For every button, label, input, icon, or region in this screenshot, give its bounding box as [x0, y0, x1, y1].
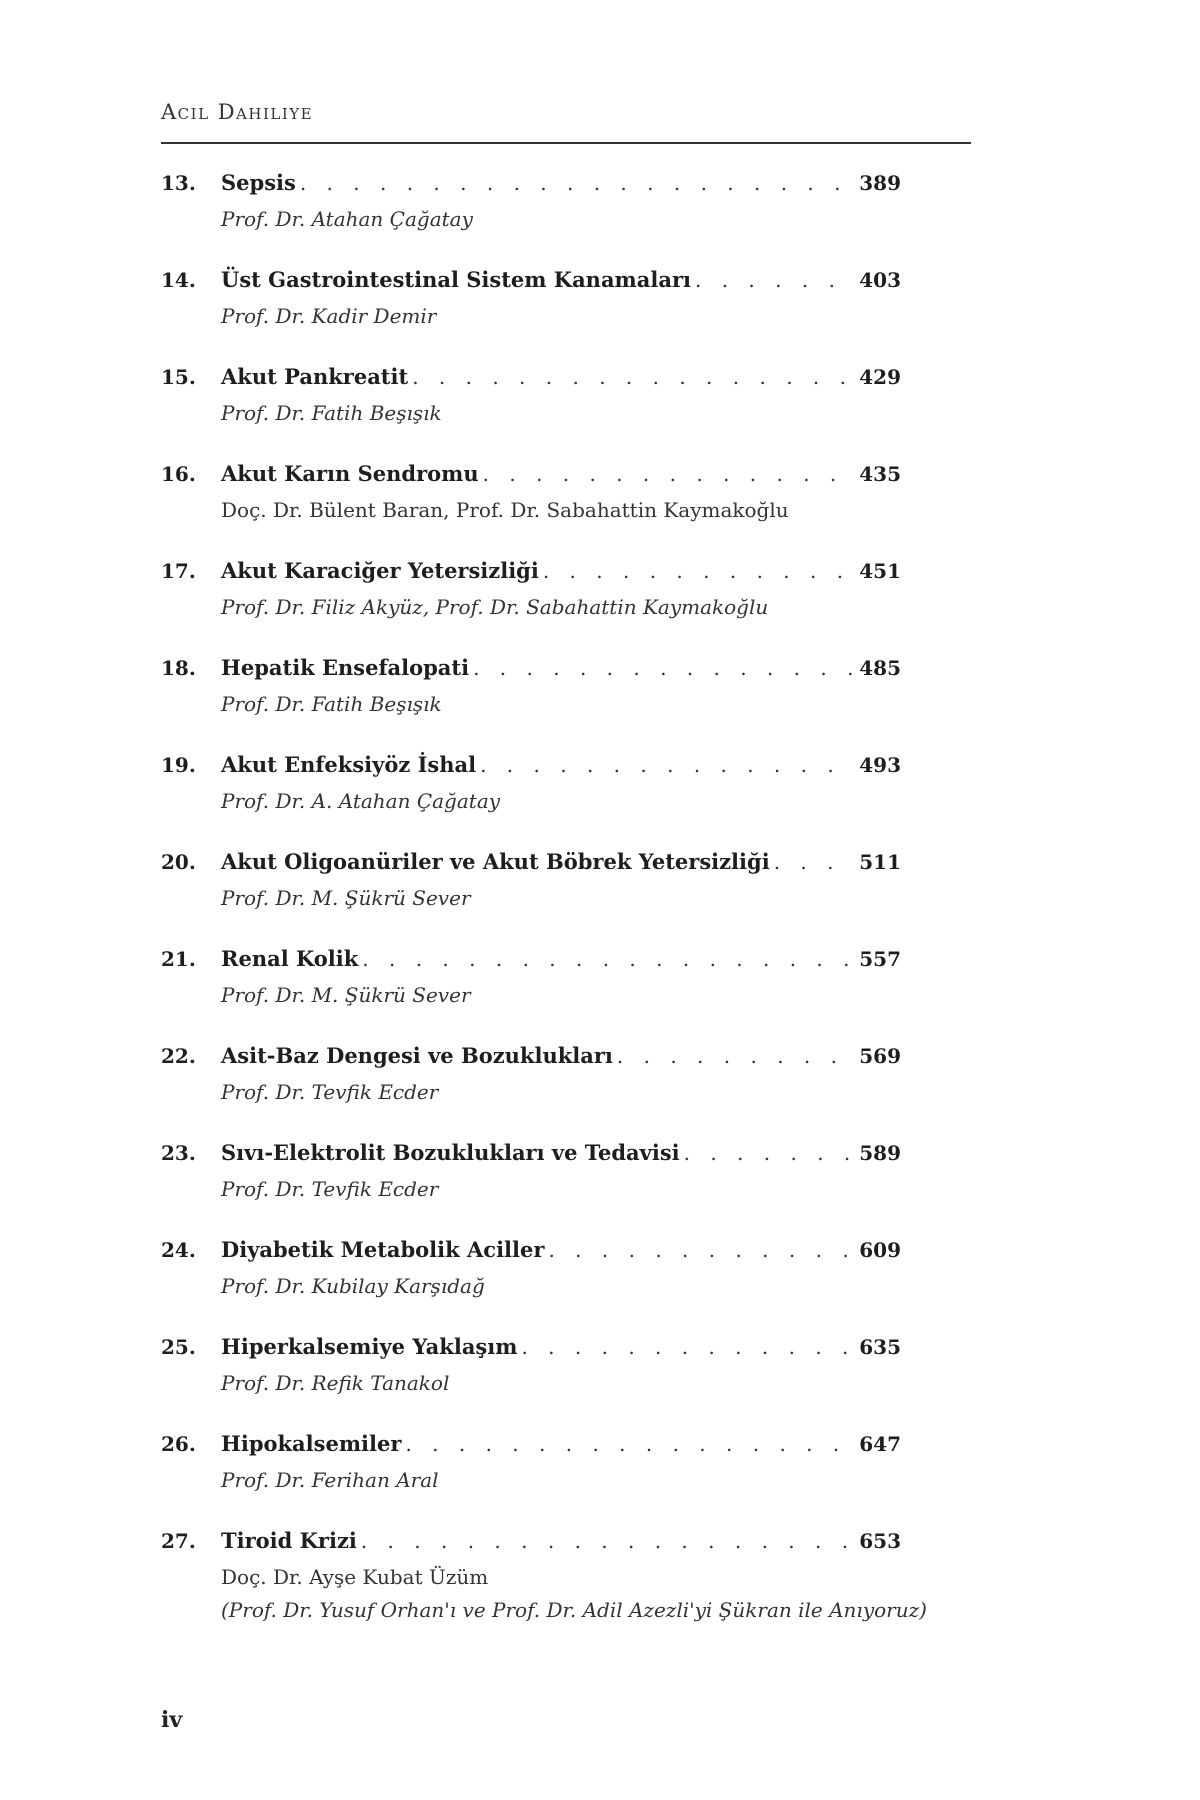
page-number-footer: iv: [161, 1707, 183, 1733]
toc-entry-27[interactable]: [161, 1528, 927, 1627]
chapter-title: Sıvı-Elektrolit Bozuklukları ve Tedavisi: [221, 1140, 680, 1165]
chapter-author: Prof. Dr. Atahan Çağatay: [221, 207, 473, 231]
chapter-number: 23.: [161, 1141, 196, 1165]
chapter-number: 22.: [161, 1044, 196, 1068]
page-number: 569: [859, 1044, 901, 1068]
dot-leader: [613, 1044, 855, 1068]
chapter-author: Doç. Dr. Bülent Baran, Prof. Dr. Sabahattin Kaymakoğlu: [221, 498, 789, 522]
dot-leader: [691, 268, 855, 292]
dot-leader: [680, 1141, 856, 1165]
running-header: [161, 100, 971, 144]
chapter-author: Prof. Dr. Fatih Beşışık: [221, 692, 442, 716]
page-number: 589: [859, 1141, 901, 1165]
dot-leader: [401, 1432, 855, 1456]
chapter-title: Renal Kolik: [221, 946, 359, 971]
chapter-number: 20.: [161, 850, 196, 874]
dot-leader: [408, 365, 855, 389]
chapter-author: Prof. Dr. A. Atahan Çağatay: [221, 789, 501, 813]
chapter-number: 21.: [161, 947, 196, 971]
table-of-contents: [161, 170, 927, 1627]
chapter-title: Akut Karın Sendromu: [221, 461, 479, 486]
dot-leader: [476, 753, 855, 777]
dot-leader: [479, 462, 856, 486]
chapter-number: 16.: [161, 462, 196, 486]
page-number: 511: [859, 850, 901, 874]
chapter-author: Prof. Dr. Tevfik Ecder: [221, 1080, 439, 1104]
dot-leader: [539, 559, 855, 583]
page-number: 429: [859, 365, 901, 389]
page-number: 451: [859, 559, 901, 583]
page-number: 635: [859, 1335, 901, 1359]
chapter-author: Prof. Dr. Ferihan Aral: [221, 1468, 439, 1492]
page-number: 389: [859, 171, 901, 195]
toc-entry-20[interactable]: [161, 849, 901, 946]
chapter-number: 18.: [161, 656, 196, 680]
dot-leader: [358, 947, 855, 971]
chapter-number: 25.: [161, 1335, 196, 1359]
chapter-number: 27.: [161, 1529, 196, 1553]
page-number: 609: [859, 1238, 901, 1262]
chapter-title: Hepatik Ensefalopati: [221, 655, 470, 680]
toc-entry-24[interactable]: [161, 1237, 901, 1334]
toc-entry-25[interactable]: [161, 1334, 901, 1431]
dot-leader: [296, 171, 855, 195]
toc-entry-18[interactable]: [161, 655, 901, 752]
chapter-author: Prof. Dr. Fatih Beşışık: [221, 401, 442, 425]
chapter-number: 14.: [161, 268, 196, 292]
chapter-title: Tiroid Krizi: [221, 1528, 357, 1553]
toc-entry-22[interactable]: [161, 1043, 901, 1140]
chapter-author: Prof. Dr. Refik Tanakol: [221, 1371, 450, 1395]
dot-leader: [770, 850, 856, 874]
chapter-title: Hiperkalsemiye Yaklaşım: [221, 1334, 518, 1359]
toc-entry-26[interactable]: [161, 1431, 901, 1528]
toc-entry-17[interactable]: [161, 558, 901, 655]
chapter-number: 15.: [161, 365, 196, 389]
chapter-author: Prof. Dr. Kadir Demir: [221, 304, 437, 328]
chapter-title: Akut Oligoanüriler ve Akut Böbrek Yetersizliği: [221, 849, 770, 874]
page-number: 435: [859, 462, 901, 486]
chapter-number: 17.: [161, 559, 196, 583]
chapter-author: Prof. Dr. Kubilay Karşıdağ: [221, 1274, 485, 1298]
chapter-author: Prof. Dr. M. Şükrü Sever: [221, 983, 471, 1007]
dot-leader: [469, 656, 855, 680]
chapter-title: Üst Gastrointestinal Sistem Kanamaları: [221, 267, 691, 292]
toc-entry-16[interactable]: [161, 461, 901, 558]
chapter-author: Doç. Dr. Ayşe Kubat Üzüm: [221, 1565, 489, 1589]
book-title: Acil Dahiliye: [161, 100, 314, 124]
page-number: 557: [859, 947, 901, 971]
toc-entry-15[interactable]: [161, 364, 901, 461]
chapter-author: Prof. Dr. Filiz Akyüz, Prof. Dr. Sabahattin Kaymakoğlu: [221, 595, 769, 619]
chapter-title: Akut Enfeksiyöz İshal: [221, 752, 477, 777]
chapter-number: 13.: [161, 171, 196, 195]
dot-leader: [544, 1238, 855, 1262]
toc-entry-23[interactable]: [161, 1140, 901, 1237]
chapter-author: Prof. Dr. M. Şükrü Sever: [221, 886, 471, 910]
page-number: 485: [859, 656, 901, 680]
chapter-title: Asit-Baz Dengesi ve Bozuklukları: [221, 1043, 613, 1068]
page-number: 493: [859, 753, 901, 777]
chapter-number: 26.: [161, 1432, 196, 1456]
chapter-title: Hipokalsemiler: [221, 1431, 402, 1456]
chapter-number: 24.: [161, 1238, 196, 1262]
chapter-author: Prof. Dr. Tevfik Ecder: [221, 1177, 439, 1201]
toc-entry-13[interactable]: [161, 170, 901, 267]
page-number: 653: [859, 1529, 901, 1553]
toc-entry-14[interactable]: [161, 267, 901, 364]
chapter-title: Akut Karaciğer Yetersizliği: [221, 558, 539, 583]
page-number: 403: [859, 268, 901, 292]
chapter-title: Diyabetik Metabolik Aciller: [221, 1237, 545, 1262]
page-number: 647: [859, 1432, 901, 1456]
chapter-title: Akut Pankreatit: [221, 364, 409, 389]
memorial-note: (Prof. Dr. Yusuf Orhan'ı ve Prof. Dr. Adil Azezli'yi Şükran ile Anıyoruz): [221, 1598, 927, 1622]
toc-entry-19[interactable]: [161, 752, 901, 849]
dot-leader: [517, 1335, 855, 1359]
toc-entry-21[interactable]: [161, 946, 901, 1043]
chapter-title: Sepsis: [221, 170, 296, 195]
dot-leader: [357, 1529, 855, 1553]
chapter-number: 19.: [161, 753, 196, 777]
